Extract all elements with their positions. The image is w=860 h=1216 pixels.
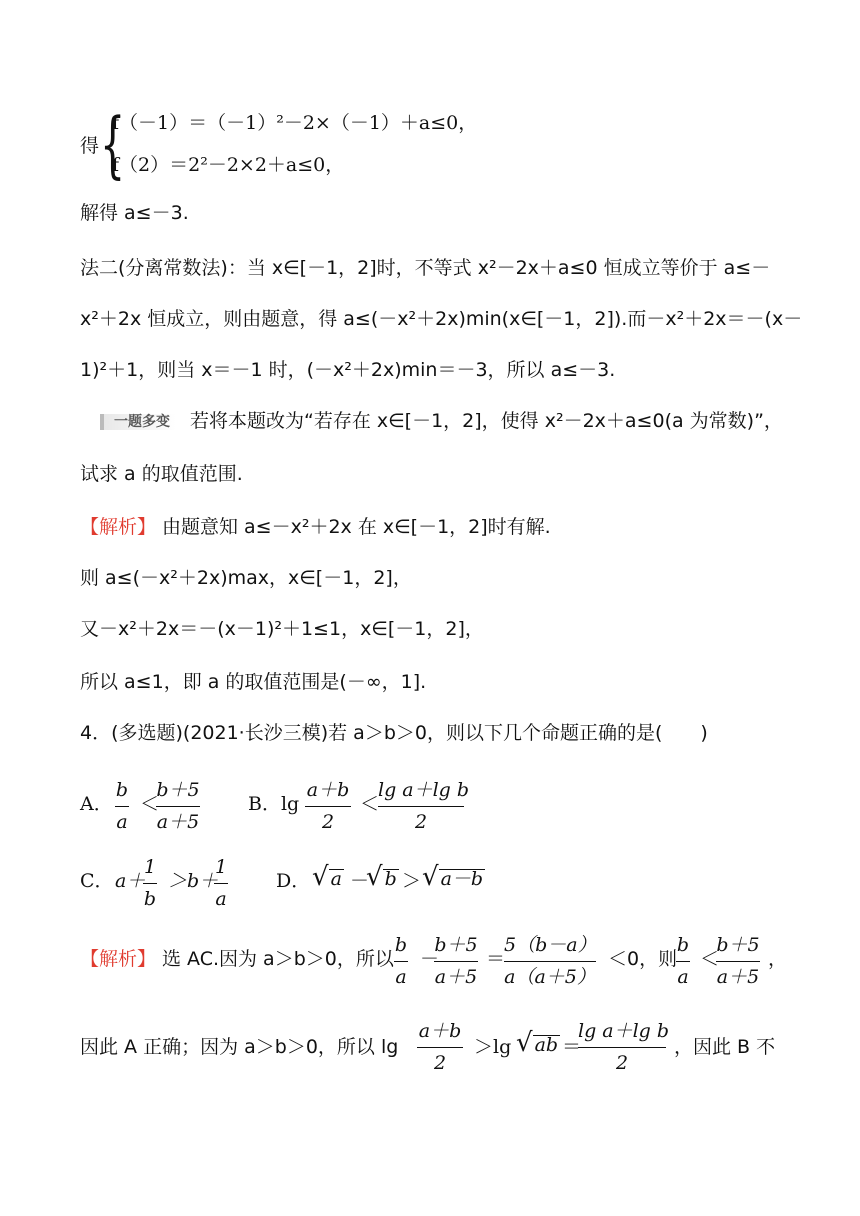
frac-num: 5（b－a） <box>504 934 597 956</box>
option-c-fraction-1 <box>143 858 157 909</box>
option-a-left-fraction <box>115 781 129 832</box>
analysis-tag-1: 【解析】 <box>80 516 157 538</box>
frac-den: a <box>395 966 407 988</box>
radicand: a－b <box>440 868 484 890</box>
frac-den: a <box>116 811 128 833</box>
option-c-a: a＋ <box>115 870 146 892</box>
analysis2-frac-3 <box>504 936 596 987</box>
radicand: b <box>384 868 397 890</box>
system-line-1: f（－1）＝（－1）²－2×（－1）＋a≤0， <box>112 112 478 134</box>
analysis2-gtlg: ＞lg <box>474 1036 512 1058</box>
analysis1-line-4: 所以 a≤1，即 a 的取值范围是(－∞，1]. <box>80 671 427 693</box>
frac-den: 2 <box>433 1052 447 1074</box>
frac-num: b＋5 <box>434 934 478 956</box>
analysis2-frac-4 <box>676 936 690 987</box>
analysis2-frac-5 <box>716 936 760 987</box>
analysis1-line-1: 由题意知 a≤－x²＋2x 在 x∈[－1，2]时有解. <box>162 516 551 538</box>
analysis2-lt: ＜ <box>700 948 720 970</box>
de-label: 得 <box>80 135 100 157</box>
frac-den: a＋5 <box>156 811 200 833</box>
frac-num: 1 <box>143 856 157 878</box>
method2-line-3: 1)²＋1，则当 x＝－1 时，(－x²＋2x)min＝－3，所以 a≤－3. <box>80 359 616 381</box>
analysis2-line2-b: ，因此 B 不 <box>674 1036 776 1058</box>
frac-den: a＋5 <box>716 966 760 988</box>
frac-num: lg a＋lg b <box>578 1020 670 1042</box>
frac-den: a＋5 <box>434 966 478 988</box>
frac-num: b＋5 <box>716 934 760 956</box>
analysis2-frac-2 <box>434 936 478 987</box>
method2-line-2: x²＋2x 恒成立，则由题意，得 a≤(－x²＋2x)min(x∈[－1，2]).而－x²＋2x＝－(x－ <box>80 308 803 330</box>
frac-den: a（a＋5） <box>504 966 596 988</box>
option-a-label: A． <box>80 793 113 815</box>
variant-badge <box>100 411 176 430</box>
frac-num: a＋b <box>418 1020 462 1042</box>
frac-den: 2 <box>321 811 335 833</box>
frac-den: a <box>215 888 227 910</box>
option-c-mid: ＞b＋ <box>168 870 219 892</box>
option-a-right-fraction <box>156 781 200 832</box>
analysis2-root: √ ab <box>516 1028 559 1058</box>
variant-line-1: 若将本题改为“若存在 x∈[－1，2]，使得 x²－2x＋a≤0(a 为常数)”， <box>190 410 783 432</box>
analysis2-seg-1: 选 AC.因为 a＞b＞0，所以 <box>162 948 394 970</box>
variant-line-2: 试求 a 的取值范围. <box>80 463 243 485</box>
option-b-op: ＜ <box>360 793 380 815</box>
system-line-2: f（2）＝2²－2×2＋a≤0， <box>112 154 345 176</box>
left-brace: { <box>100 102 126 186</box>
frac-num: b <box>394 934 408 956</box>
frac-num: lg a＋lg b <box>378 779 470 801</box>
analysis2-minus: － <box>420 948 440 970</box>
option-d-root-2: √ b <box>366 862 397 892</box>
option-b-left-fraction <box>305 781 351 832</box>
radicand: a <box>330 868 342 890</box>
frac-den: 2 <box>615 1052 629 1074</box>
option-d-minus: － <box>350 870 370 892</box>
frac-num: b <box>676 934 690 956</box>
question4-stem: 4．(多选题)(2021·长沙三模)若 a＞b＞0，则以下几个命题正确的是( ) <box>80 722 708 744</box>
option-c-label: C． <box>80 870 114 892</box>
option-c-fraction-2 <box>214 858 228 909</box>
analysis2-comma: ， <box>768 948 788 970</box>
radicand: ab <box>534 1034 559 1056</box>
option-b-label: B．lg <box>248 793 300 815</box>
option-b-right-fraction <box>378 779 470 833</box>
analysis2-eq: ＝ <box>486 948 506 970</box>
option-d-gt: ＞ <box>402 870 422 892</box>
frac-num: 1 <box>214 856 228 878</box>
analysis-tag-2: 【解析】 <box>80 948 157 970</box>
method2-line-1: 法二(分离常数法)：当 x∈[－1，2]时，不等式 x²－2x＋a≤0 恒成立等价于 a≤－ <box>80 257 771 279</box>
option-a-op: ＜ <box>140 793 160 815</box>
frac-num: b <box>115 779 129 801</box>
analysis2-eq2: ＝ <box>562 1036 582 1058</box>
analysis2-frac-1 <box>394 936 408 987</box>
option-d-root-3: √ a－b <box>422 862 484 892</box>
frac-num: b＋5 <box>156 779 200 801</box>
option-d-root-1: √ a <box>312 862 342 892</box>
variant-badge-text: 一题多变 <box>100 414 176 430</box>
solve-line: 解得 a≤－3. <box>80 202 189 224</box>
analysis1-line-2: 则 a≤(－x²＋2x)max，x∈[－1，2]， <box>80 567 412 589</box>
analysis2-seg-2: ＜0，则 <box>608 948 678 970</box>
frac-num: a＋b <box>306 779 350 801</box>
frac-den: a <box>677 966 689 988</box>
frac-den: b <box>143 888 157 910</box>
analysis1-line-3: 又－x²＋2x＝－(x－1)²＋1≤1，x∈[－1，2]， <box>80 618 484 640</box>
analysis2-frac-7 <box>578 1020 670 1074</box>
option-d-label: D． <box>276 870 311 892</box>
frac-den: 2 <box>414 811 428 833</box>
analysis2-frac-6 <box>417 1022 463 1073</box>
analysis2-line2-a: 因此 A 正确；因为 a＞b＞0，所以 lg <box>80 1036 399 1058</box>
